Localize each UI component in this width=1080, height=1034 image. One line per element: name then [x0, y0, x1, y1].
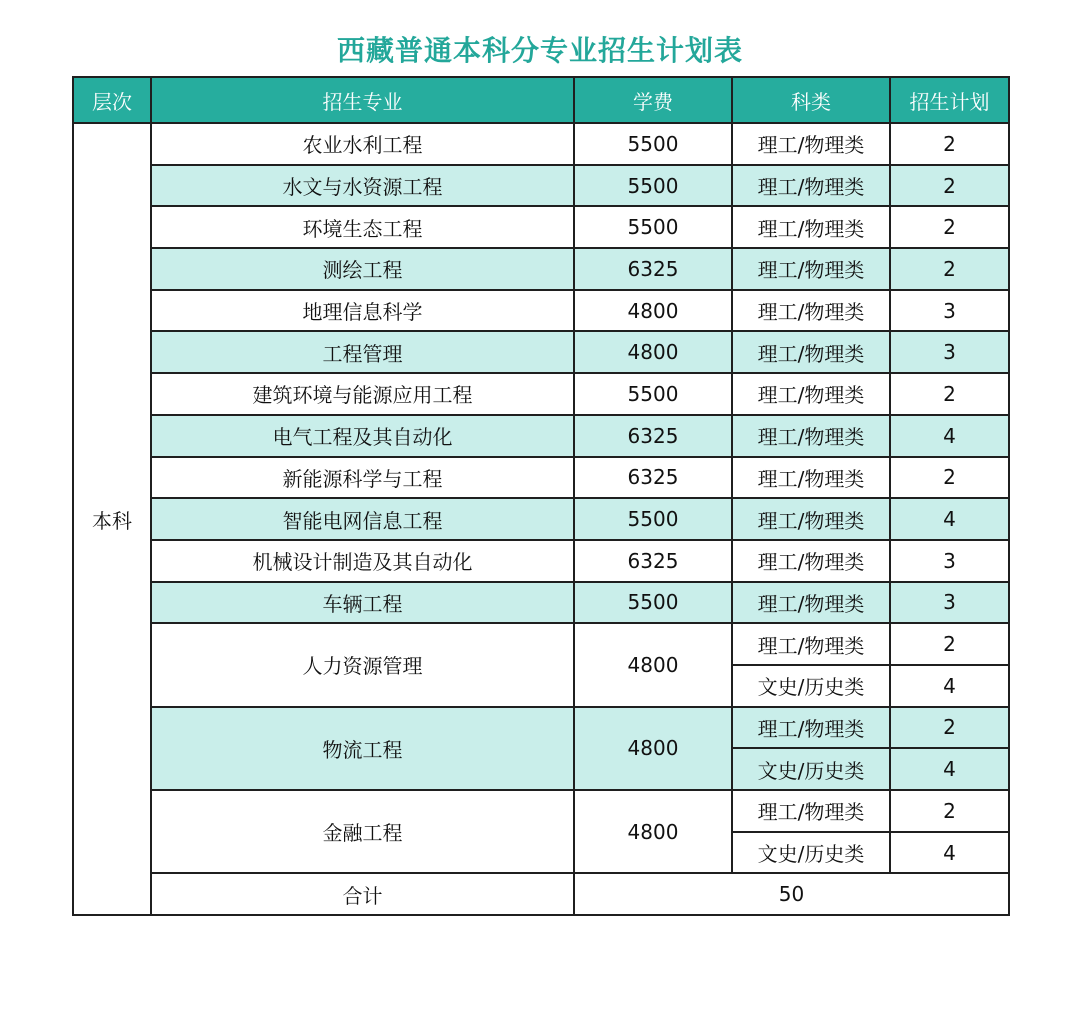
plan-cell: 2 — [890, 165, 1009, 207]
table-row — [73, 331, 1009, 373]
plan-cell: 2 — [890, 123, 1009, 165]
fee-cell: 6325 — [574, 457, 732, 499]
fee-cell: 6325 — [574, 248, 732, 290]
plan-cell: 3 — [890, 331, 1009, 373]
fee-cell: 6325 — [574, 540, 732, 582]
fee-cell: 4800 — [574, 331, 732, 373]
table-row — [73, 623, 1009, 665]
category-cell: 理工/物理类 — [732, 123, 890, 165]
fee-cell: 4800 — [574, 623, 732, 706]
category-cell: 理工/物理类 — [732, 790, 890, 832]
plan-cell: 2 — [890, 206, 1009, 248]
fee-cell: 6325 — [574, 415, 732, 457]
major-cell: 车辆工程 — [151, 582, 574, 624]
major-cell: 测绘工程 — [151, 248, 574, 290]
plan-cell: 2 — [890, 457, 1009, 499]
category-cell: 理工/物理类 — [732, 248, 890, 290]
table-row — [73, 373, 1009, 415]
category-cell: 文史/历史类 — [732, 748, 890, 790]
major-cell: 人力资源管理 — [151, 623, 574, 706]
fee-cell: 5500 — [574, 123, 732, 165]
total-label: 合计 — [151, 873, 574, 915]
fee-cell: 5500 — [574, 206, 732, 248]
plan-cell: 2 — [890, 623, 1009, 665]
plan-cell: 4 — [890, 415, 1009, 457]
fee-cell: 4800 — [574, 290, 732, 332]
major-cell: 金融工程 — [151, 790, 574, 873]
table-row — [73, 707, 1009, 749]
major-cell: 环境生态工程 — [151, 206, 574, 248]
major-cell: 新能源科学与工程 — [151, 457, 574, 499]
header-major: 招生专业 — [151, 77, 574, 123]
plan-cell: 3 — [890, 582, 1009, 624]
category-cell: 理工/物理类 — [732, 206, 890, 248]
category-cell: 理工/物理类 — [732, 415, 890, 457]
table-row — [73, 248, 1009, 290]
plan-cell: 2 — [890, 790, 1009, 832]
major-cell: 农业水利工程 — [151, 123, 574, 165]
plan-cell: 2 — [890, 248, 1009, 290]
category-cell: 文史/历史类 — [732, 832, 890, 874]
major-cell: 机械设计制造及其自动化 — [151, 540, 574, 582]
level-cell: 本科 — [73, 123, 151, 915]
major-cell: 电气工程及其自动化 — [151, 415, 574, 457]
major-cell: 地理信息科学 — [151, 290, 574, 332]
table-header-row — [73, 77, 1009, 123]
table-row — [73, 540, 1009, 582]
category-cell: 理工/物理类 — [732, 290, 890, 332]
major-cell: 水文与水资源工程 — [151, 165, 574, 207]
category-cell: 理工/物理类 — [732, 373, 890, 415]
plan-cell: 4 — [890, 498, 1009, 540]
total-row — [73, 873, 1009, 915]
table-row — [73, 123, 1009, 165]
header-fee: 学费 — [574, 77, 732, 123]
plan-cell: 2 — [890, 707, 1009, 749]
plan-cell: 3 — [890, 540, 1009, 582]
fee-cell: 4800 — [574, 790, 732, 873]
fee-cell: 4800 — [574, 707, 732, 790]
table-row — [73, 165, 1009, 207]
header-plan: 招生计划 — [890, 77, 1009, 123]
category-cell: 理工/物理类 — [732, 707, 890, 749]
category-cell: 理工/物理类 — [732, 540, 890, 582]
header-category: 科类 — [732, 77, 890, 123]
plan-cell: 4 — [890, 748, 1009, 790]
fee-cell: 5500 — [574, 498, 732, 540]
plan-cell: 4 — [890, 665, 1009, 707]
enrollment-plan-table — [72, 76, 1010, 916]
category-cell: 理工/物理类 — [732, 331, 890, 373]
table-row — [73, 498, 1009, 540]
fee-cell: 5500 — [574, 582, 732, 624]
major-cell: 物流工程 — [151, 707, 574, 790]
category-cell: 理工/物理类 — [732, 457, 890, 499]
category-cell: 理工/物理类 — [732, 623, 890, 665]
fee-cell: 5500 — [574, 165, 732, 207]
major-cell: 智能电网信息工程 — [151, 498, 574, 540]
plan-cell: 3 — [890, 290, 1009, 332]
table-row — [73, 415, 1009, 457]
page-title: 西藏普通本科分专业招生计划表 — [336, 34, 743, 67]
fee-cell: 5500 — [574, 373, 732, 415]
category-cell: 理工/物理类 — [732, 165, 890, 207]
header-level: 层次 — [73, 77, 151, 123]
total-value: 50 — [574, 873, 1009, 915]
category-cell: 文史/历史类 — [732, 665, 890, 707]
table-row — [73, 290, 1009, 332]
table-row — [73, 790, 1009, 832]
table-row — [73, 457, 1009, 499]
category-cell: 理工/物理类 — [732, 498, 890, 540]
plan-cell: 4 — [890, 832, 1009, 874]
table-row — [73, 206, 1009, 248]
table-row — [73, 582, 1009, 624]
major-cell: 建筑环境与能源应用工程 — [151, 373, 574, 415]
category-cell: 理工/物理类 — [732, 582, 890, 624]
plan-cell: 2 — [890, 373, 1009, 415]
major-cell: 工程管理 — [151, 331, 574, 373]
